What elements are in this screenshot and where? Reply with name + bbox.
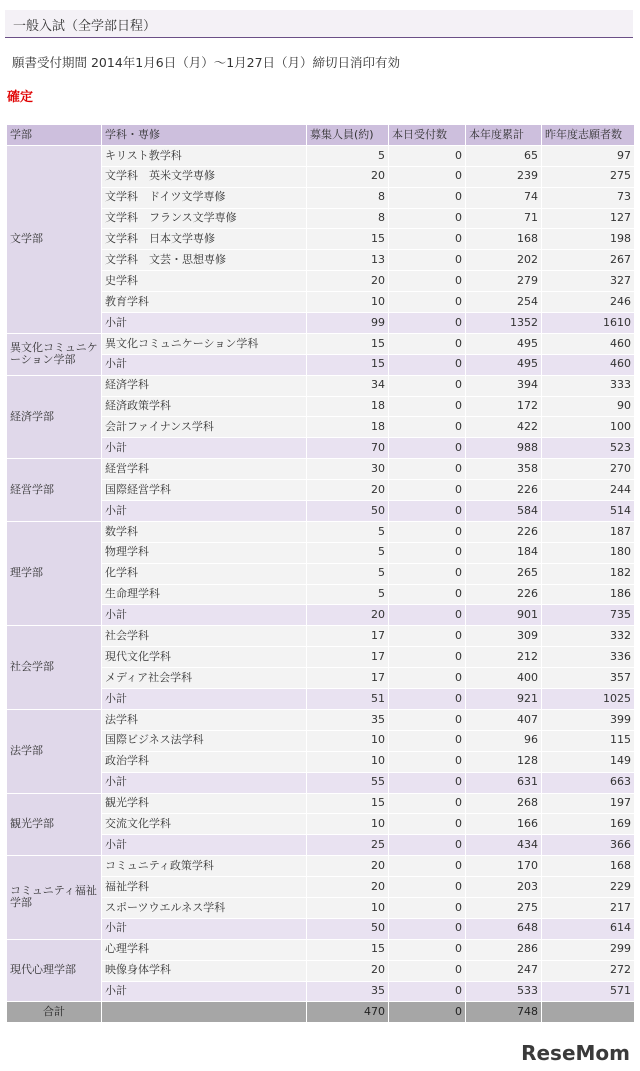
last-year-cell: 97 xyxy=(542,145,635,166)
total-cell: 65 xyxy=(466,145,542,166)
quota-cell: 17 xyxy=(307,668,389,689)
today-cell: 0 xyxy=(389,521,466,542)
department-cell: 小計 xyxy=(102,438,307,459)
last-year-cell: 270 xyxy=(542,459,635,480)
last-year-cell: 217 xyxy=(542,897,635,918)
table-row xyxy=(7,166,635,187)
total-cell: 434 xyxy=(466,835,542,856)
department-cell: 法学科 xyxy=(102,709,307,730)
total-cell: 584 xyxy=(466,501,542,522)
table-header-row xyxy=(7,125,635,146)
table-row xyxy=(7,542,635,563)
faculty-name: 経済学部 xyxy=(7,375,102,459)
faculty-name: 異文化コミュニケーション学部 xyxy=(7,333,102,375)
today-cell: 0 xyxy=(389,459,466,480)
table-row xyxy=(7,145,635,166)
total-cell: 212 xyxy=(466,647,542,668)
total-cell: 1352 xyxy=(466,313,542,334)
department-cell: 小計 xyxy=(102,835,307,856)
today-cell: 0 xyxy=(389,480,466,501)
today-cell: 0 xyxy=(389,187,466,208)
total-cell: 533 xyxy=(466,981,542,1002)
last-year-cell: 460 xyxy=(542,333,635,354)
total-cell: 921 xyxy=(466,689,542,710)
last-year-cell: 327 xyxy=(542,271,635,292)
header-department: 学科・専修 xyxy=(102,125,307,146)
department-cell: キリスト教学科 xyxy=(102,145,307,166)
quota-cell: 10 xyxy=(307,292,389,313)
total-cell: 901 xyxy=(466,605,542,626)
last-year-cell: 187 xyxy=(542,521,635,542)
faculty-name: 観光学部 xyxy=(7,793,102,856)
department-cell: スポーツウエルネス学科 xyxy=(102,897,307,918)
table-row xyxy=(7,730,635,751)
quota-cell: 18 xyxy=(307,396,389,417)
today-cell: 0 xyxy=(389,375,466,396)
last-year-cell: 197 xyxy=(542,793,635,814)
quota-cell: 10 xyxy=(307,730,389,751)
grand-total-blank xyxy=(102,1002,307,1023)
total-cell: 358 xyxy=(466,459,542,480)
today-cell: 0 xyxy=(389,271,466,292)
total-cell: 422 xyxy=(466,417,542,438)
total-cell: 71 xyxy=(466,208,542,229)
table-row xyxy=(7,187,635,208)
last-year-cell: 460 xyxy=(542,354,635,375)
today-cell: 0 xyxy=(389,814,466,835)
today-cell: 0 xyxy=(389,772,466,793)
faculty-name: コミュニティ福祉学部 xyxy=(7,856,102,940)
table-row xyxy=(7,417,635,438)
total-cell: 648 xyxy=(466,918,542,939)
last-year-cell: 735 xyxy=(542,605,635,626)
department-cell: 史学科 xyxy=(102,271,307,292)
today-cell: 0 xyxy=(389,939,466,960)
subtotal-row xyxy=(7,605,635,626)
header-quota: 募集人員(約) xyxy=(307,125,389,146)
table-row xyxy=(7,626,635,647)
subtotal-row xyxy=(7,918,635,939)
last-year-cell: 169 xyxy=(542,814,635,835)
quota-cell: 99 xyxy=(307,313,389,334)
quota-cell: 17 xyxy=(307,647,389,668)
quota-cell: 55 xyxy=(307,772,389,793)
quota-cell: 70 xyxy=(307,438,389,459)
department-cell: 現代文化学科 xyxy=(102,647,307,668)
quota-cell: 5 xyxy=(307,563,389,584)
last-year-cell: 73 xyxy=(542,187,635,208)
quota-cell: 20 xyxy=(307,877,389,898)
department-cell: 社会学科 xyxy=(102,626,307,647)
quota-cell: 8 xyxy=(307,208,389,229)
faculty-name: 法学部 xyxy=(7,709,102,793)
table-row xyxy=(7,897,635,918)
table-body xyxy=(7,145,635,1002)
department-cell: 物理学科 xyxy=(102,542,307,563)
quota-cell: 20 xyxy=(307,856,389,877)
today-cell: 0 xyxy=(389,856,466,877)
department-cell: 観光学科 xyxy=(102,793,307,814)
last-year-cell: 663 xyxy=(542,772,635,793)
total-cell: 268 xyxy=(466,793,542,814)
faculty-name: 現代心理学部 xyxy=(7,939,102,1002)
table-row xyxy=(7,563,635,584)
faculty-name: 文学部 xyxy=(7,145,102,333)
last-year-cell: 299 xyxy=(542,939,635,960)
department-cell: 教育学科 xyxy=(102,292,307,313)
status-label: 確定 xyxy=(7,90,34,105)
quota-cell: 5 xyxy=(307,542,389,563)
grand-total-last-year xyxy=(542,1002,635,1023)
last-year-cell: 614 xyxy=(542,918,635,939)
today-cell: 0 xyxy=(389,730,466,751)
header-last-year: 昨年度志願者数 xyxy=(542,125,635,146)
department-cell: 文学科 日本文学専修 xyxy=(102,229,307,250)
quota-cell: 20 xyxy=(307,960,389,981)
total-cell: 631 xyxy=(466,772,542,793)
today-cell: 0 xyxy=(389,542,466,563)
subtotal-row xyxy=(7,354,635,375)
header-faculty: 学部 xyxy=(7,125,102,146)
total-cell: 254 xyxy=(466,292,542,313)
today-cell: 0 xyxy=(389,709,466,730)
quota-cell: 20 xyxy=(307,166,389,187)
total-cell: 265 xyxy=(466,563,542,584)
quota-cell: 15 xyxy=(307,354,389,375)
total-cell: 168 xyxy=(466,229,542,250)
department-cell: 経営学科 xyxy=(102,459,307,480)
quota-cell: 15 xyxy=(307,939,389,960)
subtotal-row xyxy=(7,438,635,459)
total-cell: 495 xyxy=(466,333,542,354)
department-cell: 小計 xyxy=(102,918,307,939)
subtotal-row xyxy=(7,689,635,710)
department-cell: 福祉学科 xyxy=(102,877,307,898)
department-cell: 小計 xyxy=(102,313,307,334)
department-cell: 交流文化学科 xyxy=(102,814,307,835)
last-year-cell: 571 xyxy=(542,981,635,1002)
today-cell: 0 xyxy=(389,897,466,918)
table-row xyxy=(7,333,635,354)
subtotal-row xyxy=(7,772,635,793)
today-cell: 0 xyxy=(389,877,466,898)
application-period: 願書受付期間 2014年1月6日（月）～1月27日（月）締切日消印有効 xyxy=(12,55,401,70)
last-year-cell: 399 xyxy=(542,709,635,730)
last-year-cell: 198 xyxy=(542,229,635,250)
today-cell: 0 xyxy=(389,208,466,229)
department-cell: 文学科 英米文学専修 xyxy=(102,166,307,187)
total-cell: 495 xyxy=(466,354,542,375)
table-row xyxy=(7,960,635,981)
total-cell: 226 xyxy=(466,521,542,542)
quota-cell: 20 xyxy=(307,605,389,626)
table-row xyxy=(7,668,635,689)
table-row xyxy=(7,208,635,229)
quota-cell: 50 xyxy=(307,501,389,522)
grand-total-today: 0 xyxy=(389,1002,466,1023)
table-row xyxy=(7,229,635,250)
today-cell: 0 xyxy=(389,292,466,313)
last-year-cell: 246 xyxy=(542,292,635,313)
quota-cell: 15 xyxy=(307,333,389,354)
quota-cell: 30 xyxy=(307,459,389,480)
today-cell: 0 xyxy=(389,626,466,647)
quota-cell: 17 xyxy=(307,626,389,647)
department-cell: 国際経営学科 xyxy=(102,480,307,501)
total-cell: 166 xyxy=(466,814,542,835)
last-year-cell: 115 xyxy=(542,730,635,751)
quota-cell: 5 xyxy=(307,145,389,166)
table-row xyxy=(7,292,635,313)
quota-cell: 34 xyxy=(307,375,389,396)
subtotal-row xyxy=(7,981,635,1002)
total-cell: 309 xyxy=(466,626,542,647)
today-cell: 0 xyxy=(389,981,466,1002)
total-cell: 394 xyxy=(466,375,542,396)
last-year-cell: 523 xyxy=(542,438,635,459)
quota-cell: 15 xyxy=(307,229,389,250)
department-cell: 心理学科 xyxy=(102,939,307,960)
total-cell: 184 xyxy=(466,542,542,563)
total-cell: 279 xyxy=(466,271,542,292)
quota-cell: 35 xyxy=(307,709,389,730)
last-year-cell: 100 xyxy=(542,417,635,438)
department-cell: 映像身体学科 xyxy=(102,960,307,981)
department-cell: メディア社会学科 xyxy=(102,668,307,689)
last-year-cell: 244 xyxy=(542,480,635,501)
last-year-cell: 267 xyxy=(542,250,635,271)
header-total: 本年度累計 xyxy=(466,125,542,146)
total-cell: 96 xyxy=(466,730,542,751)
today-cell: 0 xyxy=(389,438,466,459)
quota-cell: 10 xyxy=(307,814,389,835)
today-cell: 0 xyxy=(389,689,466,710)
grand-total-label: 合計 xyxy=(7,1002,102,1023)
department-cell: 政治学科 xyxy=(102,751,307,772)
department-cell: 数学科 xyxy=(102,521,307,542)
quota-cell: 25 xyxy=(307,835,389,856)
total-cell: 203 xyxy=(466,877,542,898)
today-cell: 0 xyxy=(389,229,466,250)
table-row xyxy=(7,856,635,877)
total-cell: 226 xyxy=(466,584,542,605)
today-cell: 0 xyxy=(389,751,466,772)
department-cell: 小計 xyxy=(102,689,307,710)
table-row xyxy=(7,480,635,501)
last-year-cell: 182 xyxy=(542,563,635,584)
department-cell: 小計 xyxy=(102,772,307,793)
department-cell: 小計 xyxy=(102,354,307,375)
table-row xyxy=(7,459,635,480)
today-cell: 0 xyxy=(389,960,466,981)
quota-cell: 50 xyxy=(307,918,389,939)
quota-cell: 15 xyxy=(307,793,389,814)
today-cell: 0 xyxy=(389,584,466,605)
today-cell: 0 xyxy=(389,166,466,187)
total-cell: 407 xyxy=(466,709,542,730)
last-year-cell: 149 xyxy=(542,751,635,772)
quota-cell: 13 xyxy=(307,250,389,271)
department-cell: 小計 xyxy=(102,981,307,1002)
table-row xyxy=(7,793,635,814)
quota-cell: 5 xyxy=(307,584,389,605)
department-cell: 会計ファイナンス学科 xyxy=(102,417,307,438)
last-year-cell: 332 xyxy=(542,626,635,647)
total-cell: 172 xyxy=(466,396,542,417)
quota-cell: 8 xyxy=(307,187,389,208)
department-cell: 文学科 文芸・思想専修 xyxy=(102,250,307,271)
today-cell: 0 xyxy=(389,563,466,584)
grand-total-row xyxy=(7,1002,635,1023)
department-cell: 経済学科 xyxy=(102,375,307,396)
department-cell: 文学科 ドイツ文学専修 xyxy=(102,187,307,208)
last-year-cell: 1025 xyxy=(542,689,635,710)
total-cell: 247 xyxy=(466,960,542,981)
total-cell: 286 xyxy=(466,939,542,960)
total-cell: 275 xyxy=(466,897,542,918)
department-cell: 経済政策学科 xyxy=(102,396,307,417)
today-cell: 0 xyxy=(389,918,466,939)
page-title: 一般入試（全学部日程） xyxy=(13,19,157,34)
today-cell: 0 xyxy=(389,668,466,689)
department-cell: 小計 xyxy=(102,501,307,522)
today-cell: 0 xyxy=(389,354,466,375)
department-cell: コミュニティ政策学科 xyxy=(102,856,307,877)
total-cell: 988 xyxy=(466,438,542,459)
quota-cell: 10 xyxy=(307,897,389,918)
last-year-cell: 514 xyxy=(542,501,635,522)
table-row xyxy=(7,271,635,292)
subtotal-row xyxy=(7,835,635,856)
total-cell: 170 xyxy=(466,856,542,877)
table-row xyxy=(7,709,635,730)
last-year-cell: 90 xyxy=(542,396,635,417)
today-cell: 0 xyxy=(389,250,466,271)
section-title-bar xyxy=(5,10,633,38)
total-cell: 202 xyxy=(466,250,542,271)
today-cell: 0 xyxy=(389,835,466,856)
quota-cell: 35 xyxy=(307,981,389,1002)
today-cell: 0 xyxy=(389,647,466,668)
total-cell: 400 xyxy=(466,668,542,689)
last-year-cell: 180 xyxy=(542,542,635,563)
department-cell: 生命理学科 xyxy=(102,584,307,605)
table-row xyxy=(7,584,635,605)
department-cell: 国際ビジネス法学科 xyxy=(102,730,307,751)
today-cell: 0 xyxy=(389,501,466,522)
total-cell: 226 xyxy=(466,480,542,501)
last-year-cell: 168 xyxy=(542,856,635,877)
total-cell: 74 xyxy=(466,187,542,208)
total-cell: 239 xyxy=(466,166,542,187)
today-cell: 0 xyxy=(389,145,466,166)
today-cell: 0 xyxy=(389,793,466,814)
faculty-name: 理学部 xyxy=(7,521,102,625)
department-cell: 化学科 xyxy=(102,563,307,584)
table-row xyxy=(7,751,635,772)
total-cell: 128 xyxy=(466,751,542,772)
subtotal-row xyxy=(7,313,635,334)
today-cell: 0 xyxy=(389,313,466,334)
department-cell: 文学科 フランス文学専修 xyxy=(102,208,307,229)
today-cell: 0 xyxy=(389,605,466,626)
last-year-cell: 333 xyxy=(542,375,635,396)
quota-cell: 20 xyxy=(307,480,389,501)
header-today: 本日受付数 xyxy=(389,125,466,146)
quota-cell: 18 xyxy=(307,417,389,438)
last-year-cell: 186 xyxy=(542,584,635,605)
table-row xyxy=(7,396,635,417)
table-row xyxy=(7,521,635,542)
last-year-cell: 336 xyxy=(542,647,635,668)
today-cell: 0 xyxy=(389,333,466,354)
last-year-cell: 272 xyxy=(542,960,635,981)
table-row xyxy=(7,877,635,898)
last-year-cell: 229 xyxy=(542,877,635,898)
table-row xyxy=(7,647,635,668)
faculty-name: 経営学部 xyxy=(7,459,102,522)
last-year-cell: 127 xyxy=(542,208,635,229)
department-cell: 異文化コミュニケーション学科 xyxy=(102,333,307,354)
faculty-name: 社会学部 xyxy=(7,626,102,710)
today-cell: 0 xyxy=(389,417,466,438)
watermark-logo: ReseMom xyxy=(521,1041,630,1065)
applicant-table xyxy=(6,124,635,1023)
grand-total-total: 748 xyxy=(466,1002,542,1023)
last-year-cell: 1610 xyxy=(542,313,635,334)
table-row xyxy=(7,375,635,396)
quota-cell: 5 xyxy=(307,521,389,542)
quota-cell: 51 xyxy=(307,689,389,710)
last-year-cell: 357 xyxy=(542,668,635,689)
quota-cell: 20 xyxy=(307,271,389,292)
last-year-cell: 275 xyxy=(542,166,635,187)
department-cell: 小計 xyxy=(102,605,307,626)
table-row xyxy=(7,250,635,271)
grand-total-quota: 470 xyxy=(307,1002,389,1023)
subtotal-row xyxy=(7,501,635,522)
last-year-cell: 366 xyxy=(542,835,635,856)
table-row xyxy=(7,814,635,835)
table-row xyxy=(7,939,635,960)
today-cell: 0 xyxy=(389,396,466,417)
quota-cell: 10 xyxy=(307,751,389,772)
